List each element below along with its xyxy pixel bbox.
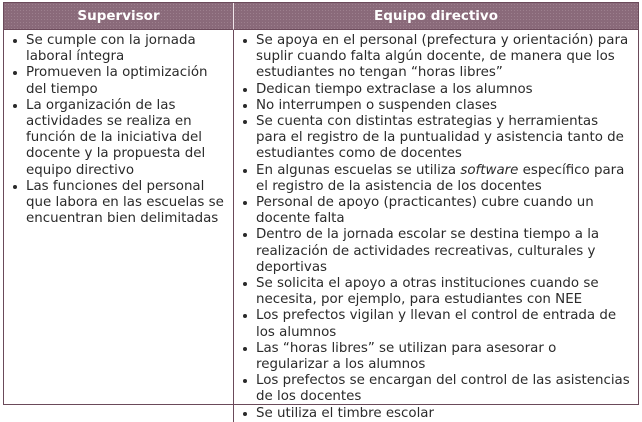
item-text: En algunas escuelas se utiliza <box>256 162 461 178</box>
supervisor-list <box>9 33 227 227</box>
list-item: Se apoya en el personal (prefectura y orientación) para suplir cuando falta algún docente, de manera que los estudiantes no tengan “horas libres” <box>239 33 632 82</box>
list-item: Personal de apoyo (practicantes) cubre cuando un docente falta <box>239 195 632 227</box>
list-item: Promueven la optimización del tiempo <box>9 65 227 97</box>
equipo-directivo-cell <box>234 30 638 422</box>
list-item: Se cumple con la jornada laboral íntegra <box>9 33 227 65</box>
equipo-directivo-list <box>239 33 632 422</box>
supervisor-cell <box>4 30 234 422</box>
item-text-italic: software <box>460 162 519 178</box>
list-item: No interrumpen o suspenden clases <box>239 98 632 114</box>
item-text: específico para el registro de la asistencia de los docentes <box>256 162 625 194</box>
list-item: Los prefectos se encargan del control de las asistencias de los docentes <box>239 373 632 405</box>
list-item: Las funciones del personal que labora en las escuelas se encuentran bien delimitadas <box>9 179 227 228</box>
list-item: Dedican tiempo extraclase a los alumnos <box>239 82 632 98</box>
list-item: Se cuenta con distintas estrategias y herramientas para el registro de la puntualidad y asistencia tanto de estudiantes como de docentes <box>239 114 632 163</box>
comparison-table <box>3 2 639 421</box>
list-item: Se solicita el apoyo a otras instituciones cuando se necesita, por ejemplo, para estudiantes con NEE <box>239 276 632 308</box>
list-item: La organización de las actividades se realiza en función de la iniciativa del docente y la propuesta del equipo directivo <box>9 98 227 179</box>
header-supervisor: Supervisor <box>4 3 234 30</box>
list-item: Los prefectos vigilan y llevan el control de entrada de los alumnos <box>239 308 632 340</box>
list-item: Dentro de la jornada escolar se destina tiempo a la realización de actividades recreativas, culturales y deportivas <box>239 227 632 276</box>
list-item: Se utiliza el timbre escolar <box>239 406 632 422</box>
list-item <box>239 163 632 195</box>
header-equipo-directivo: Equipo directivo <box>234 3 638 30</box>
list-item: Las “horas libres” se utilizan para asesorar o regularizar a los alumnos <box>239 341 632 373</box>
